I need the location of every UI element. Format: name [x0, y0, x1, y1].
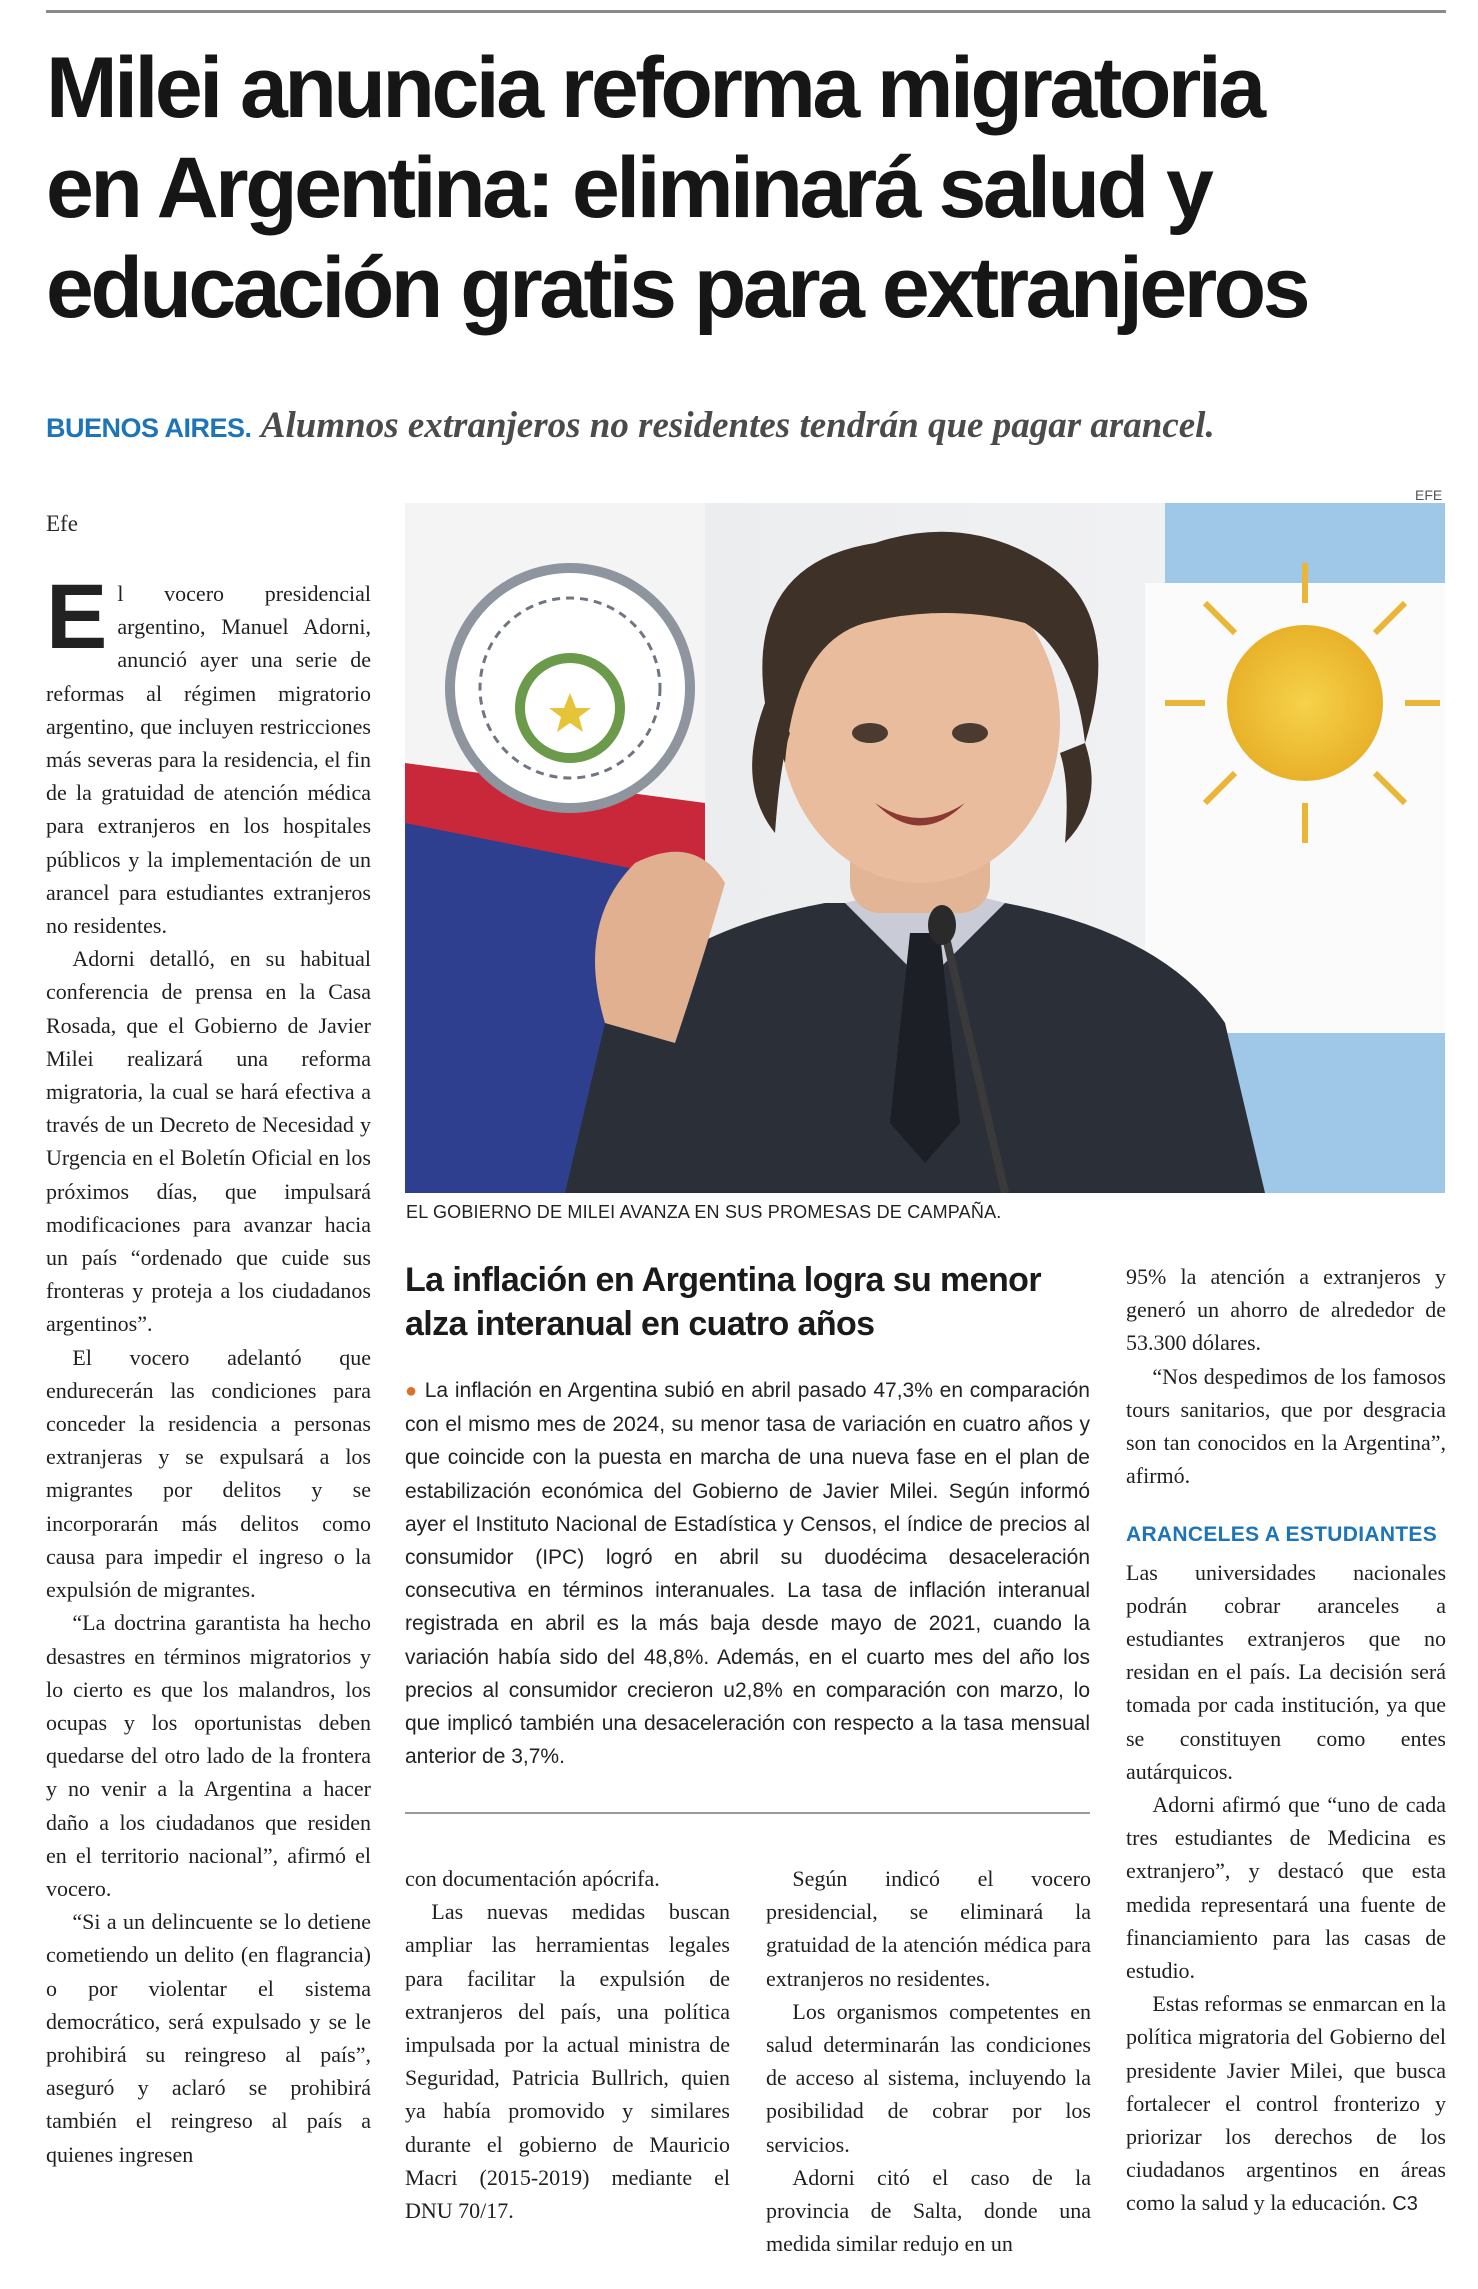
article-paragraph-15: [1126, 1987, 1446, 2221]
photo-credit: EFE: [1415, 487, 1443, 503]
article-column-3: [766, 1862, 1091, 2260]
end-mark: C3: [1392, 2193, 1418, 2216]
kicker-subtitle: Alumnos extranjeros no residentes tendrán que pagar arancel.: [260, 405, 1215, 446]
headline-line-1: Milei anuncia reforma migratoria: [46, 40, 1263, 136]
headline-line-2: en Argentina: eliminará salud y: [46, 140, 1211, 236]
headline: [46, 38, 1446, 338]
article-paragraph-6: con documentación apócrifa.: [405, 1866, 660, 1891]
article-paragraph-5: “Si a un delincuente se lo detiene cometiendo un delito (en flagrancia) o por violentar el sistema democrático, será expulsado y se le prohibirá su reingreso al país”, aseguró y aclaró se prohibirá también el reingreso al país a quienes ingresen: [46, 1909, 371, 2167]
article-paragraph-9: Los organismos competentes en salud determinarán las condiciones de acceso al sistema, incluyendo la posibilidad de cobrar por los servicios.: [766, 1998, 1091, 2157]
article-paragraph-13: Las universidades nacionales podrán cobrar aranceles a estudiantes extranjeros que no residan en el país. La decisión será tomada por cada institución, ya que se constituyen como entes autárquicos.: [1126, 1559, 1446, 1784]
article-paragraph-11: 95% la atención a extranjeros y generó un ahorro de alrededor de 53.300 dólares.: [1126, 1264, 1446, 1356]
sidebar-title: La inflación en Argentina logra su menor alza interanual en cuatro años: [405, 1261, 1041, 1343]
bullet-icon: ●: [405, 1380, 418, 1402]
section-subhead: ARANCELES A ESTUDIANTES: [1126, 1523, 1438, 1547]
article-paragraph-4: “La doctrina garantista ha hecho desastres en términos migratorios y lo cierto es que los malandros, los ocupas y los oportunistas deben quedarse del otro lado de la frontera y no venir a la Argentina a hacer daño a los ciudadanos que residen en el territorio nacional”, afirmó el vocero.: [46, 1610, 371, 1901]
article-column-1: [46, 566, 371, 2171]
kicker: [46, 404, 1446, 447]
article-paragraph-1: [46, 566, 371, 942]
inflation-sidebar: [405, 1258, 1090, 1773]
article-paragraph-7: Las nuevas medidas buscan ampliar las herramientas legales para facilitar la expulsión de extranjeros del país, una política impulsada por la actual ministra de Seguridad, Patricia Bullrich, quien ya había promovido y similares durante el gobierno de Mauricio Macri (2015-2019) mediante el DNU 70/17.: [405, 1899, 730, 2224]
news-photo: [405, 503, 1445, 1193]
top-rule: [46, 10, 1446, 13]
byline: Efe: [46, 511, 78, 536]
article-paragraph-8: Según indicó el vocero presidencial, se eliminará la gratuidad de la atención médica para extranjeros no residentes.: [766, 1866, 1091, 1991]
sidebar-divider: [405, 1812, 1090, 1814]
article-paragraph-10: Adorni citó el caso de la provincia de Salta, donde una medida similar redujo en un: [766, 2164, 1091, 2257]
paragraph-15-text: Estas reformas se enmarcan en la política migratoria del Gobierno del presidente Javier Milei, que busca fortalecer el control fronterizo y priorizar los derechos de los ciudadanos argentinos en áreas como la salud y la educación.: [1126, 1991, 1446, 2216]
sidebar-body: [405, 1374, 1090, 1773]
headline-line-3: educación gratis para extranjeros: [46, 240, 1308, 336]
dropcap: E: [46, 566, 108, 668]
kicker-dateline: BUENOS AIRES.: [46, 413, 252, 443]
sidebar-body-text: La inflación en Argentina subió en abril pasado 47,3% en comparación con el mismo mes de 2024, su menor tasa de variación en cuatro años y que coincide con la puesta en marcha de una nueva fase en el plan de estabilización económica del Gobierno de Javier Milei. Según informó ayer el Instituto Nacional de Estadística y Censos, el índice de precios al consumidor (IPC) logró en abril su duodécima desaceleración consecutiva en términos interanuales. La tasa de inflación interanual registrada en abril es la más baja desde mayo de 2021, cuando la variación había sido del 48,8%. Además, en el cuarto mes del año los precios al consumidor crecieron u2,8% en comparación con marzo, lo que implicó también una desaceleración con respecto a la tasa mensual anterior de 3,7%.: [405, 1379, 1090, 1769]
press-photo-illustration: [405, 503, 1445, 1193]
article-column-2: [405, 1862, 730, 2227]
photo-caption: EL GOBIERNO DE MILEI AVANZA EN SUS PROMESAS DE CAMPAÑA.: [406, 1202, 1002, 1222]
paragraph-1-text: l vocero presidencial argentino, Manuel Adorni, anunció ayer una serie de reformas al régimen migratorio argentino, que incluyen restricciones más severas para la residencia, el fin de la gratuidad de atención médica para extranjeros en los hospitales públicos y la implementación de un arancel para estudiantes extranjeros no residentes.: [46, 581, 371, 939]
article-paragraph-3: El vocero adelantó que endurecerán las condiciones para conceder la residencia a personas extranjeras y se expulsará a los migrantes por delitos y se incorporarán más delitos como causa para impedir el ingreso o la expulsión de migrantes.: [46, 1344, 371, 1603]
article-paragraph-2: Adorni detalló, en su habitual conferencia de prensa en la Casa Rosada, que el Gobierno de Javier Milei realizará una reforma migratoria, la cual se hará efectiva a través de un Decreto de Necesidad y Urgencia en el Boletín Oficial en los próximos días, que impulsará modificaciones para avanzar hacia un país “ordenado que cuide sus fronteras y proteja a los ciudadanos argentinos”.: [46, 946, 371, 1337]
article-paragraph-14: Adorni afirmó que “uno de cada tres estudiantes de Medicina es extranjero”, y destacó que esta medida representará una fuente de financiamiento para las casas de estudio.: [1126, 1792, 1446, 1984]
article-paragraph-12: “Nos despedimos de los famosos tours sanitarios, que por desgracia son tan conocidos en la Argentina”, afirmó.: [1126, 1363, 1446, 1489]
article-column-4: [1126, 1260, 1446, 2222]
